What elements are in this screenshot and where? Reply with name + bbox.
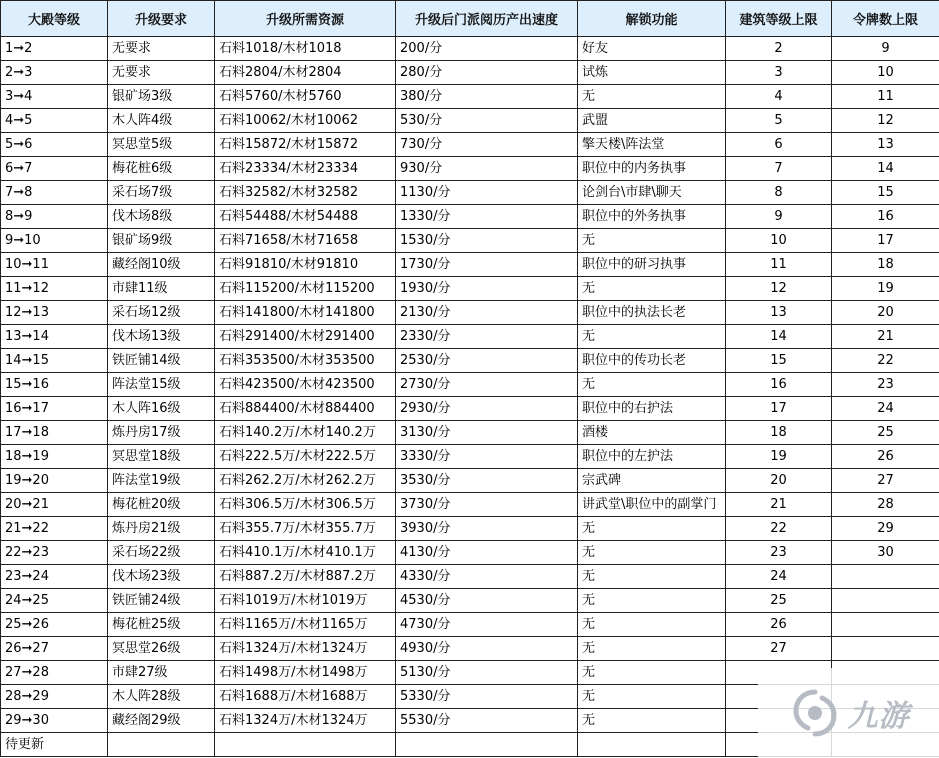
cell-requirement: 阵法堂19级 <box>108 469 215 493</box>
cell-unlock: 无 <box>578 685 726 709</box>
cell-unlock: 好友 <box>578 37 726 61</box>
table-row <box>1 85 939 109</box>
cell-requirement: 梅花桩25级 <box>108 613 215 637</box>
cell-hall-level: 8➞9 <box>1 205 108 229</box>
cell-resources: 石料353500/木材353500 <box>215 349 396 373</box>
cell-requirement: 伐木场13级 <box>108 325 215 349</box>
cell-token-cap: 18 <box>832 253 939 277</box>
col-header-resources: 升级所需资源 <box>215 1 396 37</box>
cell-requirement: 藏经阁10级 <box>108 253 215 277</box>
cell-requirement: 铁匠铺14级 <box>108 349 215 373</box>
col-header-building-cap: 建筑等级上限 <box>726 1 832 37</box>
cell-unlock: 武盟 <box>578 109 726 133</box>
cell-resources <box>215 733 396 757</box>
cell-output-speed: 3530/分 <box>396 469 578 493</box>
cell-building-cap: 16 <box>726 373 832 397</box>
cell-resources: 石料423500/木材423500 <box>215 373 396 397</box>
table-row <box>1 205 939 229</box>
cell-resources: 石料141800/木材141800 <box>215 301 396 325</box>
cell-building-cap: 26 <box>726 613 832 637</box>
cell-requirement: 采石场7级 <box>108 181 215 205</box>
table-row <box>1 493 939 517</box>
cell-requirement: 采石场12级 <box>108 301 215 325</box>
cell-output-speed: 5530/分 <box>396 709 578 733</box>
cell-requirement: 采石场22级 <box>108 541 215 565</box>
watermark <box>758 668 939 758</box>
cell-building-cap: 6 <box>726 133 832 157</box>
cell-unlock: 无 <box>578 661 726 685</box>
cell-building-cap: 15 <box>726 349 832 373</box>
cell-requirement: 木人阵16级 <box>108 397 215 421</box>
table-row <box>1 157 939 181</box>
cell-unlock: 无 <box>578 373 726 397</box>
cell-requirement: 市肆27级 <box>108 661 215 685</box>
cell-unlock: 擎天楼\阵法堂 <box>578 133 726 157</box>
cell-building-cap: 22 <box>726 517 832 541</box>
col-header-unlock: 解锁功能 <box>578 1 726 37</box>
cell-requirement: 炼丹房21级 <box>108 517 215 541</box>
cell-building-cap: 8 <box>726 181 832 205</box>
cell-unlock: 职位中的执法长老 <box>578 301 726 325</box>
cell-building-cap: 18 <box>726 421 832 445</box>
cell-requirement: 藏经阁29级 <box>108 709 215 733</box>
cell-unlock: 无 <box>578 85 726 109</box>
cell-output-speed: 1330/分 <box>396 205 578 229</box>
cell-token-cap: 13 <box>832 133 939 157</box>
cell-resources: 石料355.7万/木材355.7万 <box>215 517 396 541</box>
cell-resources: 石料91810/木材91810 <box>215 253 396 277</box>
cell-token-cap: 26 <box>832 445 939 469</box>
cell-unlock: 职位中的研习执事 <box>578 253 726 277</box>
cell-hall-level: 3➞4 <box>1 85 108 109</box>
cell-token-cap: 22 <box>832 349 939 373</box>
cell-requirement: 银矿场3级 <box>108 85 215 109</box>
table-row <box>1 325 939 349</box>
cell-token-cap: 12 <box>832 109 939 133</box>
cell-token-cap: 25 <box>832 421 939 445</box>
cell-hall-level: 18➞19 <box>1 445 108 469</box>
cell-hall-level: 17➞18 <box>1 421 108 445</box>
cell-resources: 石料1324万/木材1324万 <box>215 709 396 733</box>
jiuyou-logo-icon <box>788 686 842 740</box>
cell-token-cap: 28 <box>832 493 939 517</box>
cell-hall-level: 待更新 <box>1 733 108 757</box>
cell-resources: 石料1019万/木材1019万 <box>215 589 396 613</box>
cell-resources: 石料262.2万/木材262.2万 <box>215 469 396 493</box>
cell-token-cap: 19 <box>832 277 939 301</box>
cell-requirement: 伐木场8级 <box>108 205 215 229</box>
cell-requirement: 铁匠铺24级 <box>108 589 215 613</box>
cell-output-speed: 4530/分 <box>396 589 578 613</box>
cell-resources: 石料115200/木材115200 <box>215 277 396 301</box>
cell-output-speed: 4930/分 <box>396 637 578 661</box>
cell-requirement: 炼丹房17级 <box>108 421 215 445</box>
cell-output-speed: 2930/分 <box>396 397 578 421</box>
cell-requirement: 市肆11级 <box>108 277 215 301</box>
cell-building-cap: 11 <box>726 253 832 277</box>
cell-hall-level: 27➞28 <box>1 661 108 685</box>
col-header-hall-level: 大殿等级 <box>1 1 108 37</box>
cell-unlock: 职位中的内务执事 <box>578 157 726 181</box>
cell-requirement: 木人阵28级 <box>108 685 215 709</box>
table-row <box>1 565 939 589</box>
cell-resources: 石料71658/木材71658 <box>215 229 396 253</box>
cell-output-speed: 2130/分 <box>396 301 578 325</box>
cell-token-cap: 16 <box>832 205 939 229</box>
cell-token-cap: 10 <box>832 61 939 85</box>
cell-unlock: 无 <box>578 277 726 301</box>
cell-resources: 石料1018/木材1018 <box>215 37 396 61</box>
cell-unlock: 职位中的传功长老 <box>578 349 726 373</box>
cell-requirement: 冥思堂26级 <box>108 637 215 661</box>
cell-hall-level: 4➞5 <box>1 109 108 133</box>
cell-unlock: 论剑台\市肆\聊天 <box>578 181 726 205</box>
cell-resources: 石料306.5万/木材306.5万 <box>215 493 396 517</box>
cell-building-cap: 27 <box>726 637 832 661</box>
cell-output-speed: 1730/分 <box>396 253 578 277</box>
cell-hall-level: 25➞26 <box>1 613 108 637</box>
cell-requirement: 梅花桩20级 <box>108 493 215 517</box>
table-row <box>1 277 939 301</box>
cell-unlock: 无 <box>578 637 726 661</box>
cell-resources: 石料10062/木材10062 <box>215 109 396 133</box>
cell-hall-level: 28➞29 <box>1 685 108 709</box>
cell-building-cap: 25 <box>726 589 832 613</box>
cell-hall-level: 5➞6 <box>1 133 108 157</box>
cell-output-speed: 4330/分 <box>396 565 578 589</box>
cell-output-speed: 3330/分 <box>396 445 578 469</box>
cell-unlock: 宗武碑 <box>578 469 726 493</box>
table-row <box>1 109 939 133</box>
cell-hall-level: 22➞23 <box>1 541 108 565</box>
cell-token-cap: 23 <box>832 373 939 397</box>
cell-unlock <box>578 733 726 757</box>
cell-requirement: 冥思堂5级 <box>108 133 215 157</box>
cell-resources: 石料15872/木材15872 <box>215 133 396 157</box>
cell-resources: 石料291400/木材291400 <box>215 325 396 349</box>
cell-hall-level: 9➞10 <box>1 229 108 253</box>
cell-token-cap: 11 <box>832 85 939 109</box>
cell-token-cap: 14 <box>832 157 939 181</box>
cell-unlock: 职位中的外务执事 <box>578 205 726 229</box>
table-row <box>1 349 939 373</box>
cell-hall-level: 15➞16 <box>1 373 108 397</box>
cell-output-speed: 1130/分 <box>396 181 578 205</box>
cell-unlock: 试炼 <box>578 61 726 85</box>
cell-output-speed: 730/分 <box>396 133 578 157</box>
table-row <box>1 301 939 325</box>
cell-token-cap <box>832 565 939 589</box>
cell-output-speed: 3130/分 <box>396 421 578 445</box>
cell-hall-level: 21➞22 <box>1 517 108 541</box>
cell-resources: 石料222.5万/木材222.5万 <box>215 445 396 469</box>
col-header-token-cap: 令牌数上限 <box>832 1 939 37</box>
cell-hall-level: 12➞13 <box>1 301 108 325</box>
table-row <box>1 253 939 277</box>
cell-output-speed: 5130/分 <box>396 661 578 685</box>
cell-output-speed: 4130/分 <box>396 541 578 565</box>
cell-hall-level: 20➞21 <box>1 493 108 517</box>
table-row <box>1 133 939 157</box>
table-row <box>1 421 939 445</box>
cell-token-cap <box>832 637 939 661</box>
table-row <box>1 469 939 493</box>
cell-hall-level: 14➞15 <box>1 349 108 373</box>
cell-building-cap: 24 <box>726 565 832 589</box>
cell-requirement: 银矿场9级 <box>108 229 215 253</box>
cell-hall-level: 19➞20 <box>1 469 108 493</box>
cell-unlock: 无 <box>578 325 726 349</box>
cell-hall-level: 16➞17 <box>1 397 108 421</box>
cell-token-cap: 17 <box>832 229 939 253</box>
cell-output-speed: 380/分 <box>396 85 578 109</box>
table-row <box>1 181 939 205</box>
table-row <box>1 445 939 469</box>
cell-output-speed: 1530/分 <box>396 229 578 253</box>
cell-building-cap: 7 <box>726 157 832 181</box>
cell-output-speed: 2330/分 <box>396 325 578 349</box>
cell-resources: 石料23334/木材23334 <box>215 157 396 181</box>
cell-unlock: 无 <box>578 541 726 565</box>
cell-output-speed: 930/分 <box>396 157 578 181</box>
table-row <box>1 517 939 541</box>
cell-hall-level: 24➞25 <box>1 589 108 613</box>
cell-output-speed: 3930/分 <box>396 517 578 541</box>
cell-requirement <box>108 733 215 757</box>
cell-output-speed: 2730/分 <box>396 373 578 397</box>
cell-output-speed: 4730/分 <box>396 613 578 637</box>
cell-building-cap: 23 <box>726 541 832 565</box>
cell-building-cap: 14 <box>726 325 832 349</box>
cell-building-cap: 13 <box>726 301 832 325</box>
cell-token-cap: 27 <box>832 469 939 493</box>
cell-building-cap: 21 <box>726 493 832 517</box>
table-row <box>1 229 939 253</box>
cell-requirement: 伐木场23级 <box>108 565 215 589</box>
cell-requirement: 冥思堂18级 <box>108 445 215 469</box>
cell-requirement: 无要求 <box>108 61 215 85</box>
cell-unlock: 无 <box>578 589 726 613</box>
cell-requirement: 阵法堂15级 <box>108 373 215 397</box>
cell-resources: 石料1498万/木材1498万 <box>215 661 396 685</box>
table-row <box>1 541 939 565</box>
cell-resources: 石料1324万/木材1324万 <box>215 637 396 661</box>
table-row <box>1 397 939 421</box>
cell-building-cap: 17 <box>726 397 832 421</box>
cell-resources: 石料1688万/木材1688万 <box>215 685 396 709</box>
cell-hall-level: 6➞7 <box>1 157 108 181</box>
cell-unlock: 酒楼 <box>578 421 726 445</box>
cell-building-cap: 3 <box>726 61 832 85</box>
table-row <box>1 589 939 613</box>
cell-hall-level: 23➞24 <box>1 565 108 589</box>
cell-output-speed: 3730/分 <box>396 493 578 517</box>
table-row <box>1 37 939 61</box>
cell-building-cap: 20 <box>726 469 832 493</box>
cell-token-cap: 20 <box>832 301 939 325</box>
cell-unlock: 职位中的右护法 <box>578 397 726 421</box>
cell-resources: 石料410.1万/木材410.1万 <box>215 541 396 565</box>
cell-hall-level: 13➞14 <box>1 325 108 349</box>
cell-token-cap: 29 <box>832 517 939 541</box>
table-row <box>1 61 939 85</box>
cell-unlock: 无 <box>578 709 726 733</box>
col-header-requirement: 升级要求 <box>108 1 215 37</box>
cell-hall-level: 1➞2 <box>1 37 108 61</box>
cell-requirement: 梅花桩6级 <box>108 157 215 181</box>
cell-unlock: 职位中的左护法 <box>578 445 726 469</box>
cell-output-speed <box>396 733 578 757</box>
cell-resources: 石料887.2万/木材887.2万 <box>215 565 396 589</box>
cell-token-cap <box>832 613 939 637</box>
cell-requirement: 木人阵4级 <box>108 109 215 133</box>
cell-token-cap: 24 <box>832 397 939 421</box>
cell-hall-level: 29➞30 <box>1 709 108 733</box>
table-body <box>1 37 939 757</box>
cell-token-cap: 15 <box>832 181 939 205</box>
cell-hall-level: 10➞11 <box>1 253 108 277</box>
cell-output-speed: 2530/分 <box>396 349 578 373</box>
col-header-output-speed: 升级后门派阅历产出速度 <box>396 1 578 37</box>
cell-hall-level: 11➞12 <box>1 277 108 301</box>
table-row <box>1 373 939 397</box>
table-row <box>1 613 939 637</box>
cell-unlock: 无 <box>578 229 726 253</box>
cell-unlock: 讲武堂\职位中的副掌门 <box>578 493 726 517</box>
cell-token-cap: 9 <box>832 37 939 61</box>
cell-building-cap: 9 <box>726 205 832 229</box>
cell-output-speed: 200/分 <box>396 37 578 61</box>
cell-hall-level: 26➞27 <box>1 637 108 661</box>
cell-token-cap: 30 <box>832 541 939 565</box>
cell-building-cap: 2 <box>726 37 832 61</box>
cell-requirement: 无要求 <box>108 37 215 61</box>
cell-resources: 石料140.2万/木材140.2万 <box>215 421 396 445</box>
cell-building-cap: 10 <box>726 229 832 253</box>
cell-resources: 石料32582/木材32582 <box>215 181 396 205</box>
header-row <box>1 1 939 37</box>
cell-unlock: 无 <box>578 517 726 541</box>
cell-token-cap <box>832 589 939 613</box>
cell-output-speed: 530/分 <box>396 109 578 133</box>
cell-output-speed: 5330/分 <box>396 685 578 709</box>
cell-output-speed: 1930/分 <box>396 277 578 301</box>
cell-resources: 石料884400/木材884400 <box>215 397 396 421</box>
cell-building-cap: 4 <box>726 85 832 109</box>
table-row <box>1 637 939 661</box>
watermark-text: 九游 <box>847 699 910 734</box>
cell-building-cap: 5 <box>726 109 832 133</box>
cell-unlock: 无 <box>578 565 726 589</box>
cell-building-cap: 12 <box>726 277 832 301</box>
cell-hall-level: 2➞3 <box>1 61 108 85</box>
cell-resources: 石料2804/木材2804 <box>215 61 396 85</box>
cell-token-cap: 21 <box>832 325 939 349</box>
cell-resources: 石料54488/木材54488 <box>215 205 396 229</box>
cell-hall-level: 7➞8 <box>1 181 108 205</box>
cell-output-speed: 280/分 <box>396 61 578 85</box>
cell-resources: 石料5760/木材5760 <box>215 85 396 109</box>
cell-building-cap: 19 <box>726 445 832 469</box>
cell-unlock: 无 <box>578 613 726 637</box>
cell-resources: 石料1165万/木材1165万 <box>215 613 396 637</box>
